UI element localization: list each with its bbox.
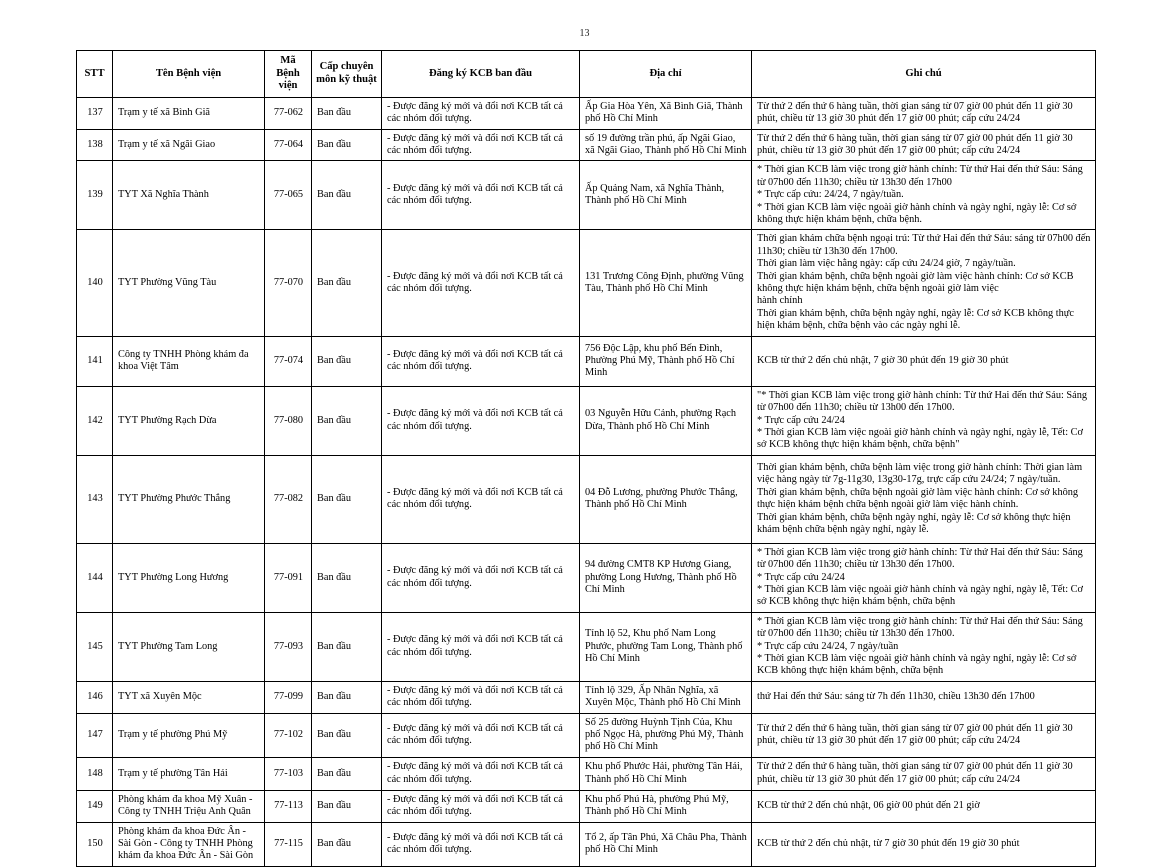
text-line: - Được đăng ký mới và đổi nơi KCB tất cả các nhóm đối tượng. xyxy=(387,634,563,658)
text-line: Số 25 đường Huỳnh Tịnh Của, Khu phố Ngọc Hà, phường Phú Mỹ, Thành phố Hồ Chí Minh xyxy=(585,716,744,753)
text-line: 131 Trương Công Định, phường Vũng Tàu, Thành phố Hồ Chí Minh xyxy=(585,270,744,295)
text-line: TYT Xã Nghĩa Thành xyxy=(118,189,209,201)
cell-hospital-code xyxy=(265,336,312,386)
cell-initial-registration xyxy=(382,455,580,543)
text-line: * Thời gian KCB làm việc trong giờ hành chính: Từ thứ Hai đến thứ Sáu: Sáng từ 07h00 đến 11h30; chiều từ 13h30 đến 17h00. xyxy=(757,546,1083,571)
text-line: hành chính xyxy=(757,295,803,307)
cell-technical-level xyxy=(312,822,382,866)
cell-stt xyxy=(77,97,113,129)
cell-stt xyxy=(77,713,113,757)
table-row xyxy=(77,681,1096,713)
cell-technical-level xyxy=(312,681,382,713)
text-line: - Được đăng ký mới và đổi nơi KCB tất cả các nhóm đối tượng. xyxy=(387,761,563,785)
cell-address xyxy=(580,757,752,790)
text-line: Ấp Gia Hòa Yên, Xã Bình Giã, Thành phố Hồ Chí Minh xyxy=(585,100,743,125)
cell-hospital-name xyxy=(113,455,265,543)
cell-hospital-name xyxy=(113,822,265,866)
cell-stt xyxy=(77,822,113,866)
cell-notes xyxy=(752,612,1096,681)
text-line: 77-113 xyxy=(274,800,303,812)
cell-stt xyxy=(77,612,113,681)
text-line: 139 xyxy=(87,189,103,201)
text-line: * Thời gian KCB làm việc ngoài giờ hành chính và ngày nghỉ, ngày lễ, Tết: Cơ sở KCB không thực hiện khám bệnh, chữa bệnh" xyxy=(757,426,1083,451)
text-line: * Thời gian KCB làm việc trong giờ hành chính: Từ thứ Hai đến thứ Sáu: Sáng từ 07h00 đến 11h30; chiều từ 13h30 đến 17h00 xyxy=(757,164,1083,188)
text-line: 145 xyxy=(87,640,103,652)
text-line: Từ thứ 2 đến thứ 6 hàng tuần, thời gian sáng từ 07 giờ 00 phút đến 11 giờ 30 phút, chiều từ 13 giờ 30 phút đến 17 giờ 00 phút; cấp cứu 24/24 xyxy=(757,722,1073,747)
cell-notes xyxy=(752,543,1096,612)
cell-stt xyxy=(77,386,113,455)
text-line: Ban đầu xyxy=(317,138,352,150)
cell-address xyxy=(580,386,752,455)
text-line: Công ty TNHH Phòng khám đa khoa Việt Tâm xyxy=(118,348,249,373)
text-line: thứ Hai đến thứ Sáu: sáng từ 7h đến 11h30, chiều 13h30 đến 17h00 xyxy=(757,690,1035,702)
cell-technical-level xyxy=(312,543,382,612)
cell-hospital-name xyxy=(113,230,265,336)
text-line: 77-082 xyxy=(273,493,304,505)
cell-initial-registration xyxy=(382,161,580,230)
text-line: 137 xyxy=(87,106,103,118)
cell-notes xyxy=(752,681,1096,713)
cell-initial-registration xyxy=(382,386,580,455)
cell-hospital-code xyxy=(265,97,312,129)
cell-address xyxy=(580,822,752,866)
text-line: 142 xyxy=(87,414,103,426)
cell-hospital-name xyxy=(113,97,265,129)
cell-stt xyxy=(77,455,113,543)
text-line: 77-102 xyxy=(273,729,304,740)
cell-technical-level xyxy=(312,713,382,757)
cell-technical-level xyxy=(312,97,382,129)
table-header xyxy=(77,51,1096,98)
text-line: Trạm y tế phường Phú Mỹ xyxy=(118,729,228,740)
table-row xyxy=(77,713,1096,757)
text-line: Tỉnh lộ 52, Khu phố Nam Long Phước, phường Tam Long, Thành phố Hồ Chí Minh xyxy=(585,628,743,664)
table-row xyxy=(77,161,1096,230)
text-line: - Được đăng ký mới và đổi nơi KCB tất cả các nhóm đối tượng. xyxy=(387,684,563,709)
text-line: "* Thời gian KCB làm việc trong giờ hành chính: Từ thứ Hai đến thứ Sáu: Sáng từ 07h00 đến 11h30; chiều từ 13h00 đến 17h00. xyxy=(757,389,1088,414)
cell-technical-level xyxy=(312,455,382,543)
text-line: Thời gian khám bệnh, chữa bệnh ngoài giờ làm việc hành chính: Cơ sở KCB không thực hiện khám bệnh, chữa bệnh ngoài giờ làm việc xyxy=(757,270,1074,295)
text-line: - Được đăng ký mới và đổi nơi KCB tất cả các nhóm đối tượng. xyxy=(387,408,563,432)
text-line: * Thời gian KCB làm việc trong giờ hành chính: Từ thứ Hai đến thứ Sáu: Sáng từ 07h00 đến 11h30; chiều từ 13h30 đến 17h00. xyxy=(757,615,1083,640)
cell-hospital-name xyxy=(113,129,265,161)
text-line: - Được đăng ký mới và đổi nơi KCB tất cả các nhóm đối tượng. xyxy=(387,722,563,747)
column-header-stt: STT xyxy=(77,51,113,98)
text-line: - Được đăng ký mới và đổi nơi KCB tất cả các nhóm đối tượng. xyxy=(387,486,563,511)
cell-hospital-code xyxy=(265,790,312,822)
text-line: 141 xyxy=(87,354,103,366)
text-line: Thời gian khám bệnh, chữa bệnh ngoài giờ làm việc hành chính: Cơ sở không thực hiện khám bệnh chữa bệnh ngoài giờ làm việc hành chính. xyxy=(757,486,1079,511)
page-number: 13 xyxy=(579,28,590,39)
hospital-registration-table xyxy=(76,50,1096,867)
text-line: Ban đầu xyxy=(317,493,352,505)
text-line: Khu phố Phú Hà, phường Phú Mỹ, Thành phố Hồ Chí Minh xyxy=(585,793,729,818)
text-line: Ban đầu xyxy=(317,690,352,702)
text-line: 77-062 xyxy=(273,106,304,118)
cell-hospital-name xyxy=(113,681,265,713)
text-line: 148 xyxy=(87,767,103,779)
cell-address xyxy=(580,336,752,386)
text-line: 77-115 xyxy=(274,838,303,850)
text-line: Thời gian làm việc hằng ngày: cấp cứu 24/24 giờ, 7 ngày/tuần. xyxy=(757,258,1016,270)
cell-hospital-code xyxy=(265,713,312,757)
text-line: * Trực cấp cứu: 24/24, 7 ngày/tuần. xyxy=(757,189,904,201)
text-line: Phòng khám đa khoa Đức Ân - Sài Gòn - Công ty TNHH Phòng khám đa khoa Đức Ân - Sài Gòn xyxy=(118,825,254,862)
text-line: * Trực cấp cứu 24/24, 7 ngày/tuần xyxy=(757,640,899,652)
cell-hospital-code xyxy=(265,230,312,336)
text-line: Ban đầu xyxy=(317,189,352,201)
cell-stt xyxy=(77,336,113,386)
text-line: Ban đầu xyxy=(317,106,352,118)
cell-technical-level xyxy=(312,129,382,161)
text-line: Thời gian khám chữa bệnh ngoại trú: Từ thứ Hai đến thứ Sáu: sáng từ 07h00 đến 11h30; chiều từ 13h30 đến 17h00. xyxy=(757,233,1091,257)
text-line: Khu phố Phước Hải, phường Tân Hải, Thành phố Hồ Chí Minh xyxy=(585,761,743,785)
text-line: Ban đầu xyxy=(317,800,352,812)
text-line: Thời gian khám bệnh, chữa bệnh ngày nghỉ, ngày lễ: Cơ sở KCB không thực hiện khám bệnh, chữa bệnh vào các ngày nghỉ lễ. xyxy=(757,307,1074,332)
cell-initial-registration xyxy=(382,681,580,713)
cell-stt xyxy=(77,230,113,336)
cell-technical-level xyxy=(312,230,382,336)
cell-stt xyxy=(77,681,113,713)
text-line: 77-074 xyxy=(273,354,304,366)
text-line: 94 đường CMT8 KP Hương Giang, phường Long Hương, Thành phố Hồ Chí Minh xyxy=(585,559,737,595)
text-line: Trạm y tế xã Bình Giã xyxy=(118,106,210,118)
cell-address xyxy=(580,161,752,230)
cell-notes xyxy=(752,129,1096,161)
text-line: Từ thứ 2 đến thứ 6 hàng tuần, thời gian sáng từ 07 giờ 00 phút đến 11 giờ 30 phút, chiều từ 13 giờ 30 phút đến 17 giờ 00 phút; cấp cứu 24/24 xyxy=(757,761,1073,785)
cell-hospital-name xyxy=(113,543,265,612)
cell-technical-level xyxy=(312,757,382,790)
text-line: * Thời gian KCB làm việc ngoài giờ hành chính và ngày nghỉ, ngày lễ: Cơ sở không thực hiện khám bệnh, chữa bệnh. xyxy=(757,201,1077,226)
column-header-hospital-code: Mã Bệnh viện xyxy=(265,51,312,98)
text-line: Từ thứ 2 đến thứ 6 hàng tuần, thời gian sáng từ 07 giờ 00 phút đến 11 giờ 30 phút, chiều từ 13 giờ 30 phút đến 17 giờ 00 phút; cấp cứu 24/24 xyxy=(757,100,1073,125)
cell-hospital-code xyxy=(265,757,312,790)
text-line: TYT xã Xuyên Mộc xyxy=(118,690,202,702)
table-row xyxy=(77,543,1096,612)
cell-hospital-code xyxy=(265,129,312,161)
cell-initial-registration xyxy=(382,230,580,336)
text-line: 77-070 xyxy=(273,276,304,288)
cell-technical-level xyxy=(312,790,382,822)
cell-address xyxy=(580,97,752,129)
cell-address xyxy=(580,230,752,336)
text-line: 149 xyxy=(87,800,103,812)
column-header-notes: Ghi chú xyxy=(752,51,1096,98)
cell-hospital-code xyxy=(265,543,312,612)
cell-address xyxy=(580,612,752,681)
column-header-technical-level: Cấp chuyên môn kỹ thuật xyxy=(312,51,382,98)
text-line: * Thời gian KCB làm việc ngoài giờ hành chính và ngày nghỉ, ngày lễ, Tết: Cơ sở KCB không thực hiện khám bệnh, chữa bệnh xyxy=(757,583,1083,608)
cell-stt xyxy=(77,543,113,612)
text-line: 144 xyxy=(87,571,103,583)
text-line: Ấp Quảng Nam, xã Nghĩa Thành, Thành phố Hồ Chí Minh xyxy=(585,183,725,207)
cell-stt xyxy=(77,790,113,822)
table-row xyxy=(77,336,1096,386)
cell-notes xyxy=(752,822,1096,866)
table-row xyxy=(77,790,1096,822)
text-line: 77-080 xyxy=(273,414,304,426)
cell-hospital-name xyxy=(113,713,265,757)
text-line: 77-064 xyxy=(273,138,304,150)
cell-hospital-code xyxy=(265,455,312,543)
cell-notes xyxy=(752,97,1096,129)
cell-stt xyxy=(77,161,113,230)
text-line: Tỉnh lộ 329, Ấp Nhân Nghĩa, xã Xuyên Mộc, Thành phố Hồ Chí Minh xyxy=(585,684,741,709)
registration-table-container xyxy=(76,50,1095,867)
text-line: Thời gian khám bệnh, chữa bệnh ngày nghỉ, ngày lễ: Cơ sở không thực hiện khám bệnh chữa bệnh ngày nghỉ, ngày lễ. xyxy=(757,511,1071,536)
text-line: * Thời gian KCB làm việc ngoài giờ hành chính và ngày nghỉ, ngày lễ: Cơ sở KCB không thực hiện khám bệnh, chữa bệnh xyxy=(757,652,1077,677)
text-line: Tổ 2, ấp Tân Phú, Xã Châu Pha, Thành phố Hồ Chí Minh xyxy=(585,831,747,856)
text-line: Ban đầu xyxy=(317,354,352,366)
cell-notes xyxy=(752,336,1096,386)
cell-notes xyxy=(752,757,1096,790)
text-line: 140 xyxy=(87,276,103,288)
cell-hospital-name xyxy=(113,612,265,681)
text-line: Thời gian khám bệnh, chữa bệnh làm việc trong giờ hành chính: Thời gian làm việc hàng ngày từ 7g-11g30, 13g30-17g, trực cấp cứu 24/24; 7 ngày/tuần. xyxy=(757,462,1083,486)
text-line: TYT Phường Rạch Dừa xyxy=(118,414,217,426)
text-line: TYT Phường Phước Thắng xyxy=(118,493,231,505)
text-line: * Trực cấp cứu 24/24 xyxy=(757,414,845,426)
text-line: - Được đăng ký mới và đổi nơi KCB tất cả các nhóm đối tượng. xyxy=(387,270,563,295)
cell-technical-level xyxy=(312,336,382,386)
text-line: 756 Độc Lập, khu phố Bến Đình, Phường Phú Mỹ, Thành phố Hồ Chí Minh xyxy=(585,342,735,379)
table-row xyxy=(77,455,1096,543)
text-line: 147 xyxy=(87,729,103,740)
text-line: KCB từ thứ 2 đến chủ nhật, 7 giờ 30 phút đến 19 giờ 30 phút xyxy=(757,354,1009,366)
text-line: Ban đầu xyxy=(317,276,352,288)
cell-initial-registration xyxy=(382,790,580,822)
text-line: KCB từ thứ 2 đến chủ nhật, 06 giờ 00 phút đến 21 giờ xyxy=(757,800,980,812)
cell-hospital-code xyxy=(265,161,312,230)
text-line: 146 xyxy=(87,690,103,702)
table-row xyxy=(77,230,1096,336)
cell-notes xyxy=(752,161,1096,230)
cell-hospital-name xyxy=(113,161,265,230)
cell-notes xyxy=(752,230,1096,336)
cell-notes xyxy=(752,455,1096,543)
table-row xyxy=(77,386,1096,455)
text-line: 03 Nguyễn Hữu Cảnh, phường Rạch Dừa, Thành phố Hồ Chí Minh xyxy=(585,408,737,432)
cell-hospital-code xyxy=(265,612,312,681)
table-row xyxy=(77,612,1096,681)
text-line: - Được đăng ký mới và đổi nơi KCB tất cả các nhóm đối tượng. xyxy=(387,793,563,818)
text-line: TYT Phường Vũng Tàu xyxy=(118,276,217,288)
text-line: 138 xyxy=(87,138,103,150)
cell-initial-registration xyxy=(382,129,580,161)
cell-hospital-name xyxy=(113,336,265,386)
cell-stt xyxy=(77,129,113,161)
table-row xyxy=(77,129,1096,161)
text-line: * Trực cấp cứu 24/24 xyxy=(757,571,845,583)
table-row xyxy=(77,822,1096,866)
text-line: Ban đầu xyxy=(317,640,352,652)
text-line: 77-065 xyxy=(273,189,304,201)
text-line: Trạm y tế xã Ngãi Giao xyxy=(118,138,216,150)
text-line: 77-099 xyxy=(273,690,304,702)
text-line: Ban đầu xyxy=(317,767,352,779)
cell-notes xyxy=(752,386,1096,455)
cell-address xyxy=(580,681,752,713)
text-line: Phòng khám đa khoa Mỹ Xuân - Công ty TNHH Triệu Anh Quân xyxy=(118,793,253,818)
cell-technical-level xyxy=(312,161,382,230)
cell-hospital-name xyxy=(113,757,265,790)
cell-hospital-name xyxy=(113,790,265,822)
cell-address xyxy=(580,543,752,612)
table-row xyxy=(77,97,1096,129)
text-line: Từ thứ 2 đến thứ 6 hàng tuần, thời gian sáng từ 07 giờ 00 phút đến 11 giờ 30 phút, chiều từ 13 giờ 30 phút đến 17 giờ 00 phút; cấp cứu 24/24 xyxy=(757,132,1073,156)
text-line: - Được đăng ký mới và đổi nơi KCB tất cả các nhóm đối tượng. xyxy=(387,183,563,207)
text-line: số 19 đường trần phú, ấp Ngãi Giao, xã Ngãi Giao, Thành phố Hồ Chí Minh xyxy=(585,132,747,156)
text-line: Trạm y tế phường Tân Hải xyxy=(118,767,228,779)
column-header-initial-registration: Đăng ký KCB ban đầu xyxy=(382,51,580,98)
text-line: - Được đăng ký mới và đổi nơi KCB tất cả các nhóm đối tượng. xyxy=(387,132,563,156)
cell-initial-registration xyxy=(382,612,580,681)
cell-technical-level xyxy=(312,386,382,455)
text-line: 143 xyxy=(87,493,103,505)
text-line: - Được đăng ký mới và đổi nơi KCB tất cả các nhóm đối tượng. xyxy=(387,565,563,589)
cell-hospital-code xyxy=(265,386,312,455)
text-line: 04 Đỗ Lương, phường Phước Thắng, Thành phố Hồ Chí Minh xyxy=(585,486,738,511)
text-line: TYT Phường Long Hương xyxy=(118,571,229,583)
text-line: Ban đầu xyxy=(317,729,352,740)
cell-initial-registration xyxy=(382,713,580,757)
cell-address xyxy=(580,713,752,757)
text-line: TYT Phường Tam Long xyxy=(118,640,218,652)
text-line: - Được đăng ký mới và đổi nơi KCB tất cả các nhóm đối tượng. xyxy=(387,100,563,125)
column-header-address: Địa chỉ xyxy=(580,51,752,98)
cell-notes xyxy=(752,713,1096,757)
cell-hospital-name xyxy=(113,386,265,455)
cell-initial-registration xyxy=(382,757,580,790)
cell-technical-level xyxy=(312,612,382,681)
cell-address xyxy=(580,129,752,161)
text-line: Ban đầu xyxy=(317,838,352,850)
cell-initial-registration xyxy=(382,336,580,386)
text-line: - Được đăng ký mới và đổi nơi KCB tất cả các nhóm đối tượng. xyxy=(387,831,563,856)
text-line: 150 xyxy=(87,838,103,850)
cell-initial-registration xyxy=(382,97,580,129)
table-header-row xyxy=(77,51,1096,98)
text-line: KCB từ thứ 2 đến chủ nhật, từ 7 giờ 30 phút đến 19 giờ 30 phút xyxy=(757,838,1020,850)
cell-hospital-code xyxy=(265,822,312,866)
text-line: Ban đầu xyxy=(317,571,352,583)
column-header-hospital-name: Tên Bệnh viện xyxy=(113,51,265,98)
text-line: Ban đầu xyxy=(317,414,352,426)
cell-initial-registration xyxy=(382,543,580,612)
cell-hospital-code xyxy=(265,681,312,713)
cell-address xyxy=(580,455,752,543)
table-row xyxy=(77,757,1096,790)
cell-address xyxy=(580,790,752,822)
text-line: 77-103 xyxy=(273,767,304,779)
cell-stt xyxy=(77,757,113,790)
text-line: 77-091 xyxy=(273,571,304,583)
table-body xyxy=(77,97,1096,866)
text-line: 77-093 xyxy=(273,640,304,652)
cell-initial-registration xyxy=(382,822,580,866)
cell-notes xyxy=(752,790,1096,822)
text-line: - Được đăng ký mới và đổi nơi KCB tất cả các nhóm đối tượng. xyxy=(387,348,563,373)
